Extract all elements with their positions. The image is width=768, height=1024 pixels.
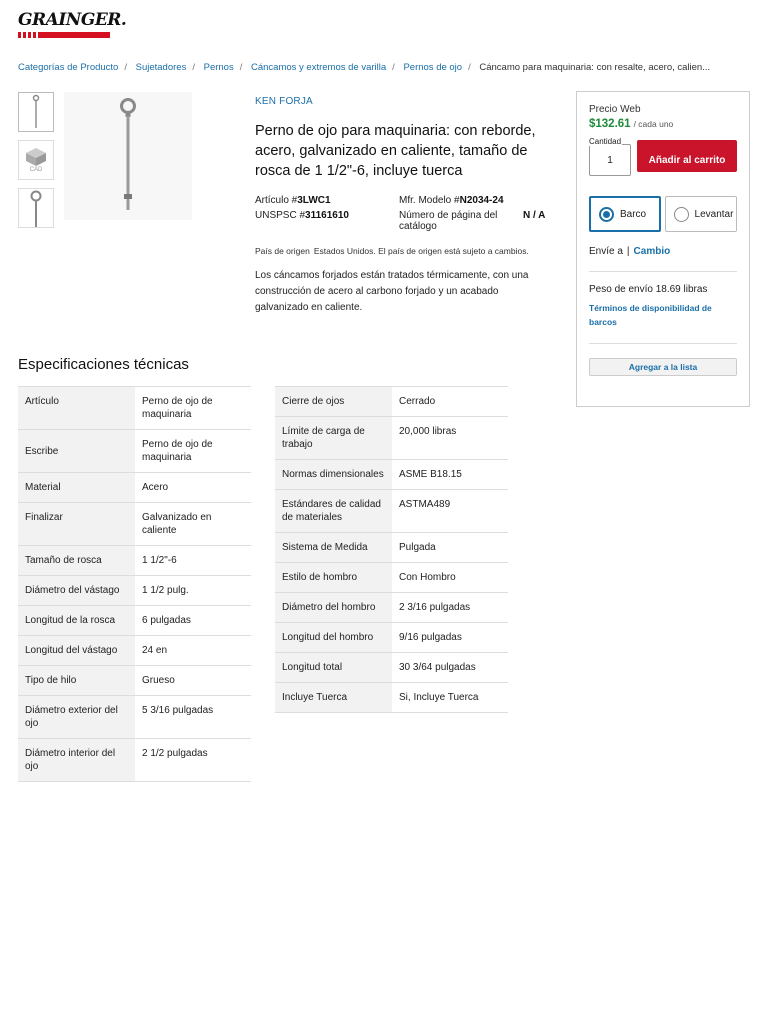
spec-key: Normas dimensionales <box>275 460 392 490</box>
country-of-origin <box>255 246 555 256</box>
specs-table-right <box>275 386 508 713</box>
availability-terms-link[interactable]: Términos de disponibilidad de barcos <box>589 301 737 344</box>
quantity-input[interactable] <box>589 137 631 176</box>
article-number <box>255 195 399 206</box>
breadcrumb-link[interactable]: Sujetadores <box>135 62 187 73</box>
spec-key: Límite de carga de trabajo <box>275 417 392 460</box>
spec-value: Cerrado <box>392 387 508 417</box>
table-row <box>18 546 251 576</box>
spec-value: 2 3/16 pulgadas <box>392 593 508 623</box>
spec-key: Longitud del vástago <box>18 636 135 666</box>
weight-label: Peso de envío <box>589 284 653 295</box>
breadcrumb-separator: / <box>468 62 471 73</box>
table-row <box>18 430 251 473</box>
table-row <box>18 503 251 546</box>
change-location-link[interactable]: Cambio <box>633 246 671 257</box>
product-identifiers <box>255 195 555 232</box>
add-to-cart-button[interactable]: Añadir al carrito <box>637 140 737 172</box>
breadcrumb-separator: / <box>192 62 195 73</box>
eyebolt-closeup-icon <box>29 189 43 227</box>
spec-key: Tamaño de rosca <box>18 546 135 576</box>
breadcrumb-link[interactable]: Pernos de ojo <box>403 62 463 73</box>
article-value: 3LWC1 <box>297 195 331 206</box>
spec-key: Escribe <box>18 430 135 473</box>
table-row <box>275 623 508 653</box>
spec-value: Pulgada <box>392 533 508 563</box>
breadcrumb-separator: / <box>124 62 127 73</box>
spec-key: Diámetro interior del ojo <box>18 739 135 782</box>
breadcrumb-separator: / <box>239 62 243 73</box>
ship-to-label: Envíe a <box>589 246 623 257</box>
price <box>589 118 737 130</box>
product-main-image[interactable] <box>64 92 192 220</box>
model-label: Mfr. Modelo # <box>399 195 460 206</box>
weight-value: 18.69 libras <box>655 284 708 295</box>
spec-value: ASME B18.15 <box>392 460 508 490</box>
spec-value: ASTMA489 <box>392 490 508 533</box>
product-description: Los cáncamos forjados están tratados térmicamente, con una construcción de acero al carbono forjado y un acabado galvanizado en caliente. <box>255 270 529 313</box>
spec-value: Perno de ojo de maquinaria <box>135 430 251 473</box>
spec-value: 20,000 libras <box>392 417 508 460</box>
brand-link[interactable]: KEN FORJA <box>255 96 313 107</box>
spec-key: Diámetro exterior del ojo <box>18 696 135 739</box>
price-label: Precio Web <box>589 104 641 115</box>
product-info <box>255 96 555 316</box>
radio-unselected-icon <box>674 207 689 222</box>
spec-value: 2 1/2 pulgadas <box>135 739 251 782</box>
unspsc-value: 31161610 <box>305 210 349 221</box>
table-row <box>275 387 508 417</box>
spec-key: Incluye Tuerca <box>275 683 392 713</box>
fulfillment-options <box>589 196 737 232</box>
catalog-value: N / A <box>523 210 546 221</box>
catalog-page-label: Número de página del catálogo <box>399 210 498 232</box>
spec-value: Perno de ojo de maquinaria <box>135 387 251 430</box>
cad-cube-icon <box>25 147 47 167</box>
breadcrumb <box>18 62 710 73</box>
specs-table-left <box>18 386 251 782</box>
unspsc-label: UNSPSC # <box>255 210 306 221</box>
spec-key: Longitud del hombro <box>275 623 392 653</box>
ship-to <box>589 246 737 272</box>
table-row <box>18 606 251 636</box>
spec-value: Grueso <box>135 666 251 696</box>
model-value: N2034-24 <box>459 195 504 206</box>
spec-key: Longitud de la rosca <box>18 606 135 636</box>
breadcrumb-link[interactable]: Categorías de Producto <box>18 62 119 73</box>
spec-value: 24 en <box>135 636 251 666</box>
eyebolt-image-icon <box>113 92 143 216</box>
spec-key: Longitud total <box>275 653 392 683</box>
spec-value: Acero <box>135 473 251 503</box>
model-number <box>399 195 553 206</box>
quantity-label: Cantidad <box>589 137 622 146</box>
origin-label: País de origen <box>255 246 310 256</box>
pickup-option-label: Levantar <box>694 208 734 220</box>
pickup-option[interactable] <box>665 196 737 232</box>
add-to-list-button[interactable]: Agregar a la lista <box>589 358 737 376</box>
table-row <box>275 683 508 713</box>
spec-value: 5 3/16 pulgadas <box>135 696 251 739</box>
catalog-page-value <box>523 210 553 232</box>
table-row <box>18 387 251 430</box>
spec-key: Diámetro del vástago <box>18 576 135 606</box>
eyebolt-thumb-icon <box>31 94 41 130</box>
cad-label: CAD <box>29 167 43 173</box>
quantity-value: 1 <box>607 155 613 166</box>
grainger-logo[interactable] <box>18 10 126 38</box>
table-row <box>18 473 251 503</box>
table-row <box>275 417 508 460</box>
logo-bar <box>18 32 110 38</box>
breadcrumb-link[interactable]: Pernos <box>203 62 234 73</box>
radio-selected-icon <box>599 207 614 222</box>
shipping-weight <box>589 284 737 295</box>
ship-option[interactable] <box>589 196 661 232</box>
spec-value: Si, Incluye Tuerca <box>392 683 508 713</box>
table-row <box>275 653 508 683</box>
spec-value: 30 3/64 pulgadas <box>392 653 508 683</box>
spec-value: 9/16 pulgadas <box>392 623 508 653</box>
divider: | <box>626 246 630 257</box>
spec-key: Material <box>18 473 135 503</box>
breadcrumb-separator: / <box>392 62 395 73</box>
price-unit: / cada uno <box>633 119 674 129</box>
breadcrumb-current: Cáncamo para maquinaria: con resalte, acero, calien... <box>479 62 711 73</box>
table-row <box>275 593 508 623</box>
table-row <box>18 636 251 666</box>
table-row <box>275 490 508 533</box>
quantity-row <box>589 137 737 176</box>
spec-key: Artículo <box>18 387 135 430</box>
spec-value: 6 pulgadas <box>135 606 251 636</box>
logo-text: GRAINGER. <box>18 10 127 30</box>
table-row <box>18 576 251 606</box>
origin-value: Estados Unidos. El país de origen está sujeto a cambios. <box>313 246 529 256</box>
spec-key: Estilo de hombro <box>275 563 392 593</box>
spec-value: Galvanizado en caliente <box>135 503 251 546</box>
spec-key: Finalizar <box>18 503 135 546</box>
spec-key: Estándares de calidad de materiales <box>275 490 392 533</box>
breadcrumb-link[interactable]: Cáncamos y extremos de varilla <box>251 62 387 73</box>
ship-option-label: Barco <box>620 208 647 220</box>
spec-value: 1 1/2"-6 <box>135 546 251 576</box>
spec-key: Cierre de ojos <box>275 387 392 417</box>
table-row <box>275 533 508 563</box>
spec-value: 1 1/2 pulg. <box>135 576 251 606</box>
table-row <box>275 563 508 593</box>
thumbnail-cad[interactable] <box>18 140 54 180</box>
thumbnail-eyebolt-closeup[interactable] <box>18 188 54 228</box>
thumbnail-eyebolt[interactable] <box>18 92 54 132</box>
product-title: Perno de ojo para maquinaria: con reborde, acero, galvanizado en caliente, tamaño de rosca de 1 1/2"-6, incluye tuerca <box>255 123 536 179</box>
specs-title: Especificaciones técnicas <box>18 356 189 373</box>
image-thumbnails <box>18 92 54 236</box>
article-label: Artículo # <box>255 195 298 206</box>
spec-key: Sistema de Medida <box>275 533 392 563</box>
table-row <box>18 696 251 739</box>
spec-key: Tipo de hilo <box>18 666 135 696</box>
table-row <box>18 739 251 782</box>
table-row <box>18 666 251 696</box>
price-amount: $132.61 <box>589 118 631 130</box>
table-row <box>275 460 508 490</box>
spec-value: Con Hombro <box>392 563 508 593</box>
unspsc-number <box>255 210 399 232</box>
spec-key: Diámetro del hombro <box>275 593 392 623</box>
buy-box <box>576 91 750 407</box>
